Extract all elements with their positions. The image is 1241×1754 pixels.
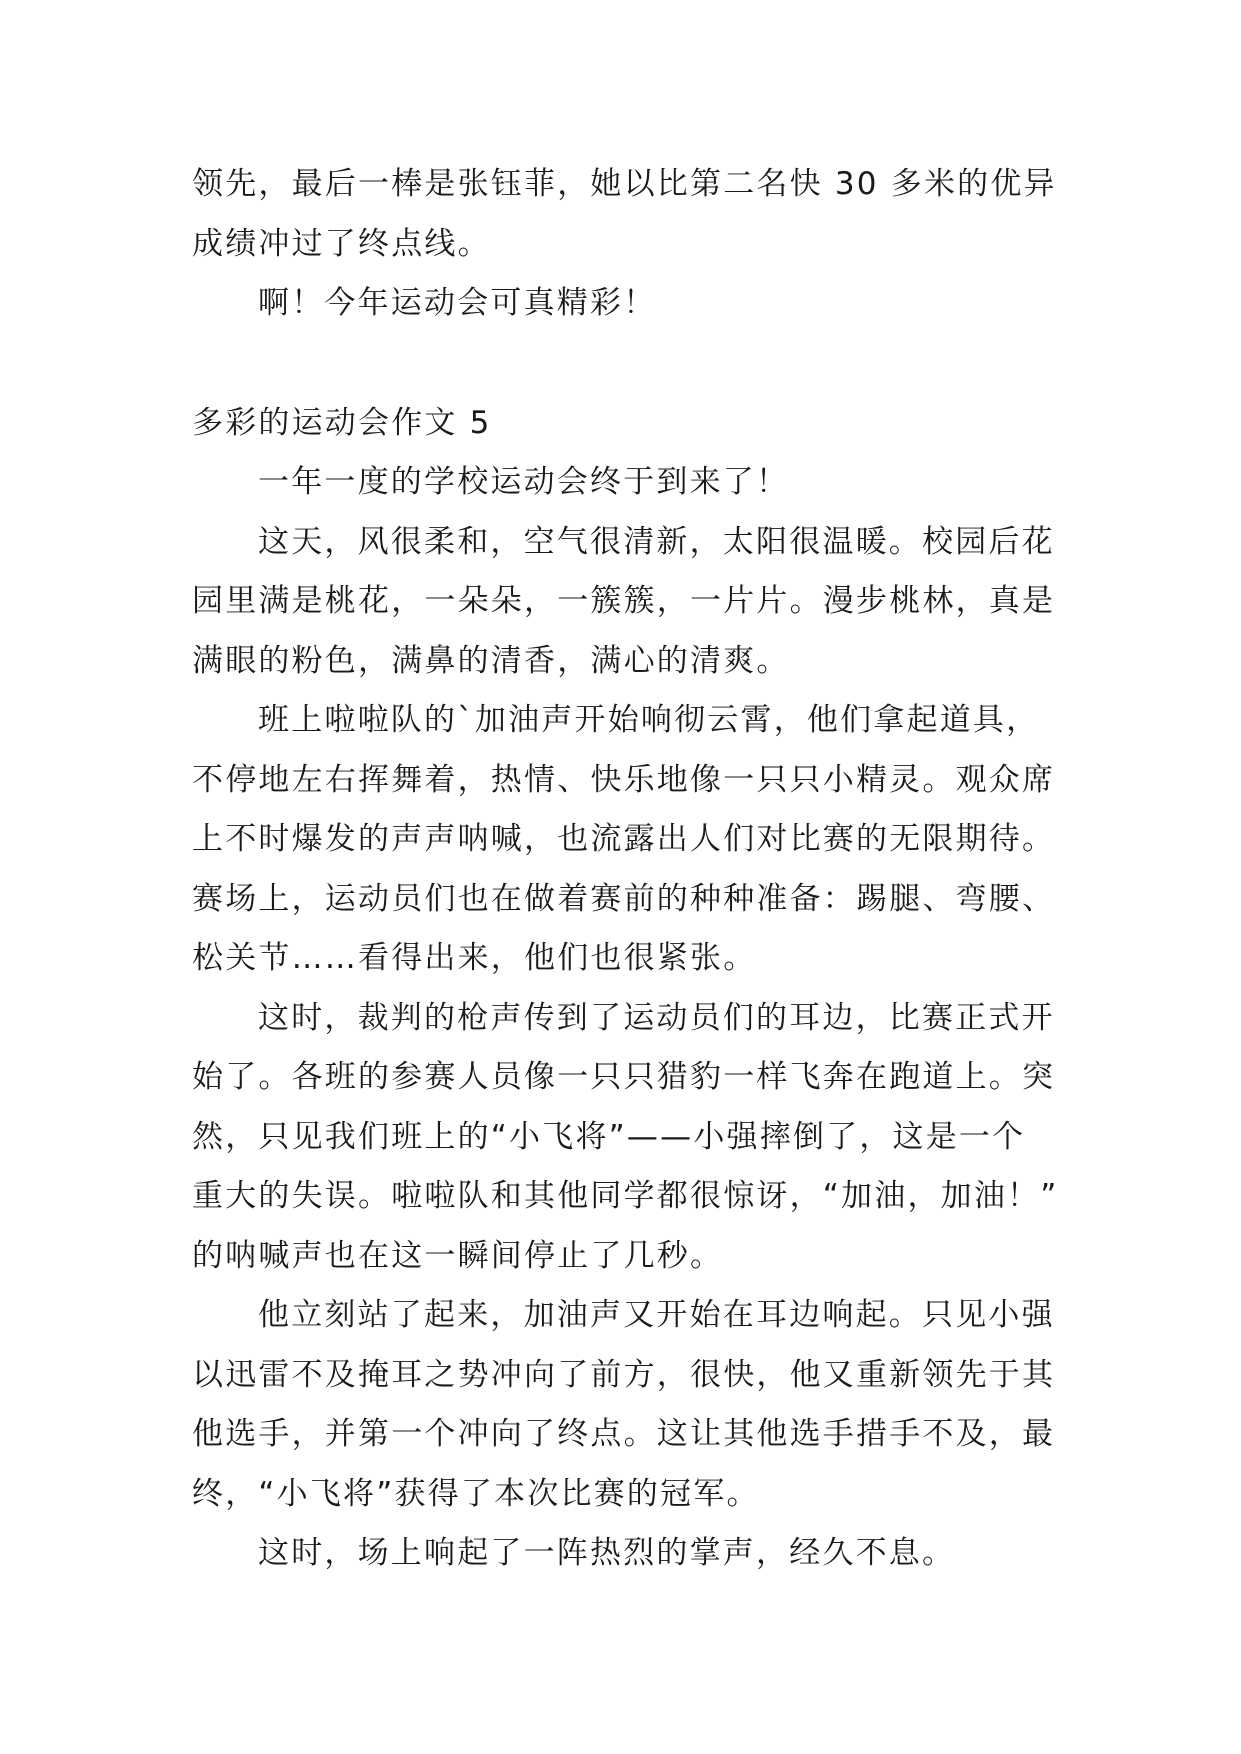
text-line: 满眼的粉色，满鼻的清香，满心的清爽。 xyxy=(192,642,790,679)
text-line: 领先，最后一棒是张钰菲，她以比第二名快 30 多米的优异 xyxy=(192,166,1057,202)
text-line: 始了。各班的参赛人员像一只只猎豹一样飞奔在跑道上。突 xyxy=(192,1059,1056,1095)
text-line: 终，“小飞将”获得了本次比赛的冠军。 xyxy=(192,1475,760,1512)
text-line: 的呐喊声也在这一瞬间停止了几秒。 xyxy=(192,1237,724,1274)
paragraph xyxy=(192,989,1062,1287)
section-title: 多彩的运动会作文 5 xyxy=(192,404,492,441)
text-line: 然，只见我们班上的“小飞将”——小强摔倒了，这是一个 xyxy=(192,1118,1026,1155)
paragraph xyxy=(192,513,1062,692)
text-line: 上不时爆发的声声呐喊，也流露出人们对比赛的无限期待。 xyxy=(192,821,1056,857)
text-line: 啊！今年运动会可真精彩！ xyxy=(258,285,657,321)
document-body xyxy=(192,155,1062,1584)
text-line: 这时，裁判的枪声传到了运动员们的耳边，比赛正式开 xyxy=(258,999,1055,1036)
text-line: 这时，场上响起了一阵热烈的掌声，经久不息。 xyxy=(258,1535,956,1571)
text-line: 他立刻站了起来，加油声又开始在耳边响起。只见小强 xyxy=(258,1297,1055,1333)
text-line: 重大的失误。啦啦队和其他同学都很惊讶，“加油，加油！” xyxy=(192,1178,1059,1214)
text-line: 赛场上，运动员们也在做着赛前的种种准备：踢腿、弯腰、 xyxy=(192,880,1056,917)
text-line: 班上啦啦队的`加油声开始响彻云霄，他们拿起道具， xyxy=(258,702,1040,738)
paragraph xyxy=(192,1524,1062,1584)
text-line: 他选手，并第一个冲向了终点。这让其他选手措手不及，最 xyxy=(192,1416,1056,1452)
paragraph xyxy=(192,1286,1062,1524)
text-line: 成绩冲过了终点线。 xyxy=(192,225,491,262)
text-line: 不停地左右挥舞着，热情、快乐地像一只只小精灵。观众席 xyxy=(192,761,1056,798)
text-line: 以迅雷不及掩耳之势冲向了前方，很快，他又重新领先于其 xyxy=(192,1356,1056,1393)
text-line: 松关节……看得出来，他们也很紧张。 xyxy=(192,940,757,976)
paragraph xyxy=(192,691,1062,989)
paragraph xyxy=(192,453,1062,513)
text-line: 一年一度的学校运动会终于到来了！ xyxy=(258,464,790,500)
text-line: 园里满是桃花，一朵朵，一簇簇，一片片。漫步桃林，真是 xyxy=(192,583,1056,619)
text-line: 这天，风很柔和，空气很清新，太阳很温暖。校园后花 xyxy=(258,523,1055,560)
section-gap xyxy=(192,334,1062,394)
